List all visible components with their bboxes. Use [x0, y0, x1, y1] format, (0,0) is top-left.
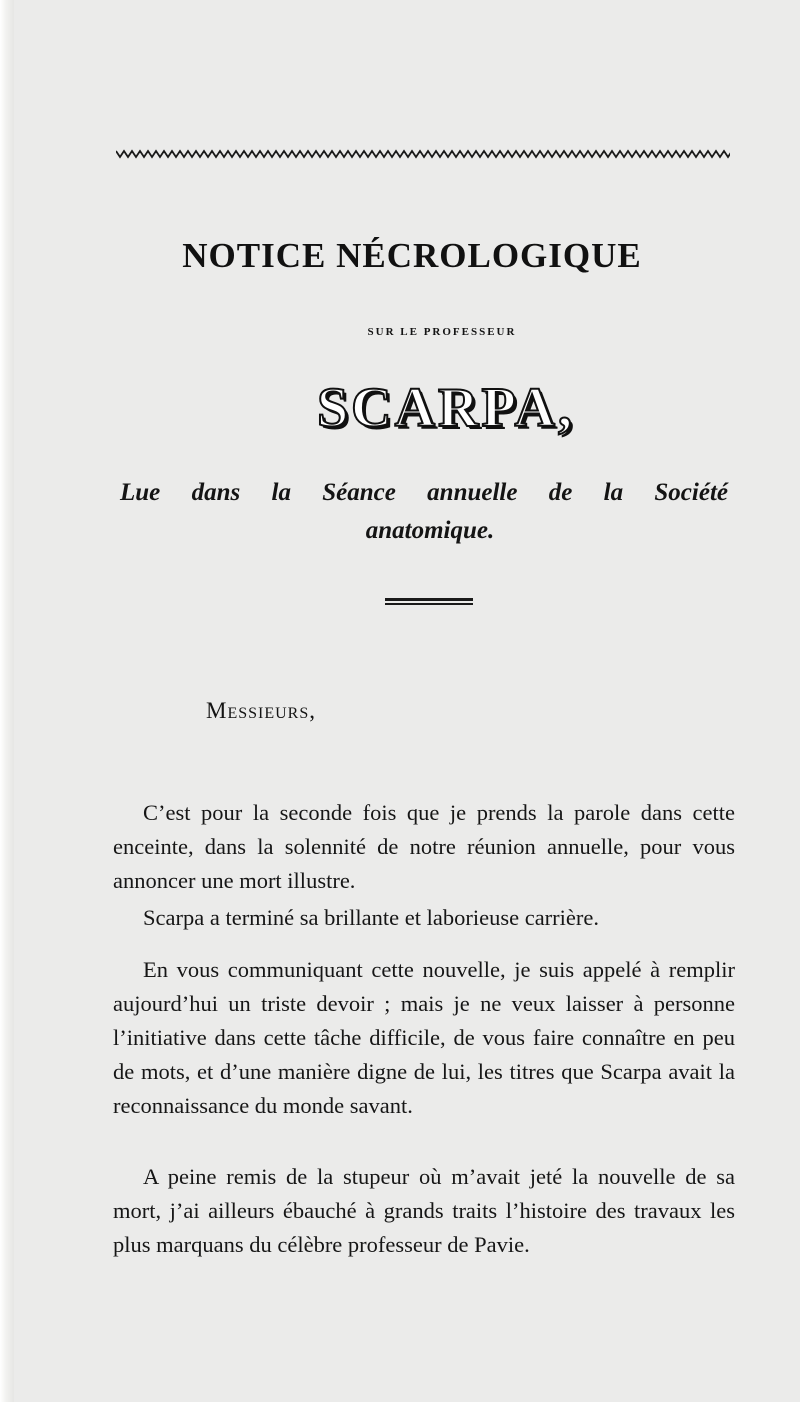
occasion-line-1: Lue dans la Séance annuelle de la Société — [120, 479, 728, 506]
page-subtitle: SUR LE PROFESSEUR — [367, 326, 517, 338]
page-title: NOTICE NÉCROLOGIQUE — [182, 236, 642, 275]
paragraph-3 — [113, 953, 735, 1123]
section-divider — [385, 598, 473, 607]
paragraph-text: En vous communiquant cette nouvelle, je suis appelé à remplir aujourd’hui un triste devoir ; mais je ne veux laisser à personne l’initiative dans cette tâche difficile, de vous faire connaître en peu de mots, et d’une manière digne de lui, les titres que Scarpa avait la reconnaissance du monde savant. — [113, 957, 735, 1118]
occasion-line-2: anatomique. — [365, 517, 495, 544]
paragraph-text: A peine remis de la stupeur où m’avait jeté la nouvelle de sa mort, j’ai ailleurs ébauché à grands traits l’histoire des travaux les plus marquans du célèbre professeur de Pavie. — [113, 1164, 735, 1257]
salutation: Messieurs, — [206, 698, 316, 723]
subject-name: SCARPA, — [317, 377, 575, 439]
paragraph-text: Scarpa a terminé sa brillante et laborieuse carrière. — [143, 905, 600, 930]
paragraph-1 — [113, 796, 735, 898]
paragraph-2 — [113, 901, 735, 935]
paragraph-text: C’est pour la seconde fois que je prends la parole dans cette enceinte, dans la solennité de notre réunion annuelle, pour vous annoncer une mort illustre. — [113, 800, 735, 893]
decorative-rule — [116, 148, 730, 160]
paragraph-4 — [113, 1160, 735, 1262]
